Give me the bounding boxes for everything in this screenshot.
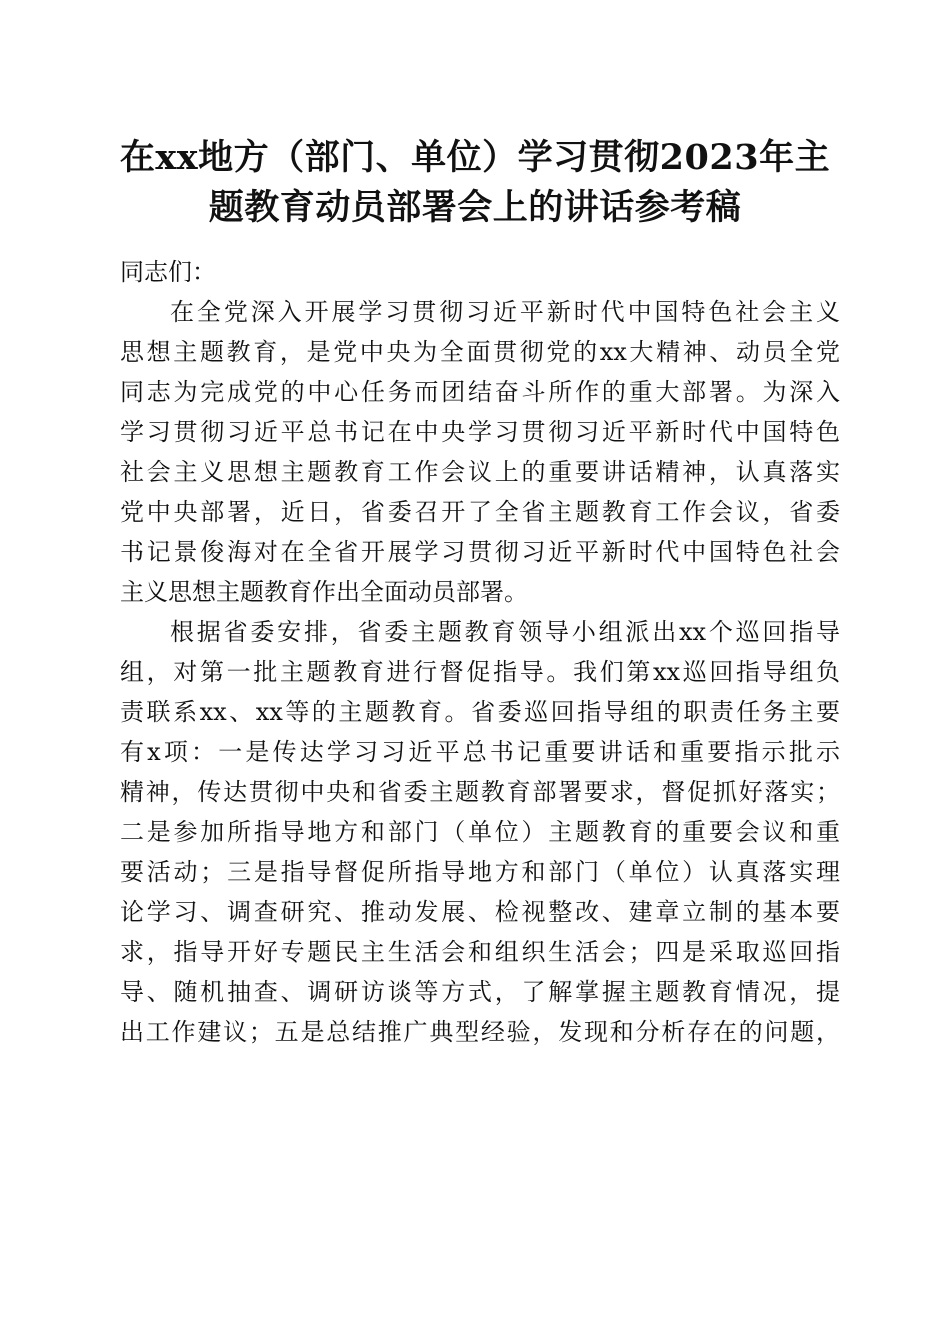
paragraph-1-line: 在全党深入开展学习贯彻习近平新时代中国特色社会主义	[170, 298, 840, 326]
paragraph-2-line: 要活动；三是指导督促所指导地方和部门（单位）认真落实理	[120, 858, 840, 886]
paragraph-1-line: 学习贯彻习近平总书记在中央学习贯彻习近平新时代中国特色	[120, 418, 840, 446]
paragraph-2-line: 求，指导开好专题民主生活会和组织生活会；四是采取巡回指	[120, 938, 840, 966]
paragraph-2	[120, 612, 840, 1052]
paragraph-2-line: 有x项：一是传达学习习近平总书记重要讲话和重要指示批示	[120, 738, 840, 766]
salutation: 同志们：	[120, 258, 216, 286]
paragraph-1-line: 主义思想主题教育作出全面动员部署。	[120, 578, 528, 606]
title-line-2: 题教育动员部署会上的讲话参考稿	[208, 187, 742, 228]
paragraph-1-line: 思想主题教育，是党中央为全面贯彻党的xx大精神、动员全党	[120, 338, 840, 366]
title-line-1: 在xx地方（部门、单位）学习贯彻2023年主	[119, 137, 831, 178]
paragraph-2-line: 出工作建议；五是总结推广典型经验，发现和分析存在的问题，	[120, 1018, 840, 1046]
document-title	[100, 133, 850, 233]
paragraph-2-line: 责联系xx、xx等的主题教育。省委巡回指导组的职责任务主要	[120, 698, 840, 726]
paragraph-2-line: 组，对第一批主题教育进行督促指导。我们第xx巡回指导组负	[120, 658, 840, 686]
paragraph-1	[120, 292, 840, 612]
paragraph-2-line: 二是参加所指导地方和部门（单位）主题教育的重要会议和重	[120, 818, 840, 846]
paragraph-2-line: 精神，传达贯彻中央和省委主题教育部署要求，督促抓好落实；	[120, 778, 840, 806]
document-body	[120, 252, 840, 1052]
paragraph-1-line: 书记景俊海对在全省开展学习贯彻习近平新时代中国特色社会	[120, 538, 840, 566]
paragraph-1-line: 同志为完成党的中心任务而团结奋斗所作的重大部署。为深入	[120, 378, 840, 406]
paragraph-1-line: 社会主义思想主题教育工作会议上的重要讲话精神，认真落实	[120, 458, 840, 486]
paragraph-1-line: 党中央部署，近日，省委召开了全省主题教育工作会议，省委	[120, 498, 840, 526]
paragraph-2-line: 论学习、调查研究、推动发展、检视整改、建章立制的基本要	[120, 898, 840, 926]
paragraph-2-line: 导、随机抽查、调研访谈等方式，了解掌握主题教育情况，提	[120, 978, 840, 1006]
paragraph-2-line: 根据省委安排，省委主题教育领导小组派出xx个巡回指导	[170, 618, 840, 646]
